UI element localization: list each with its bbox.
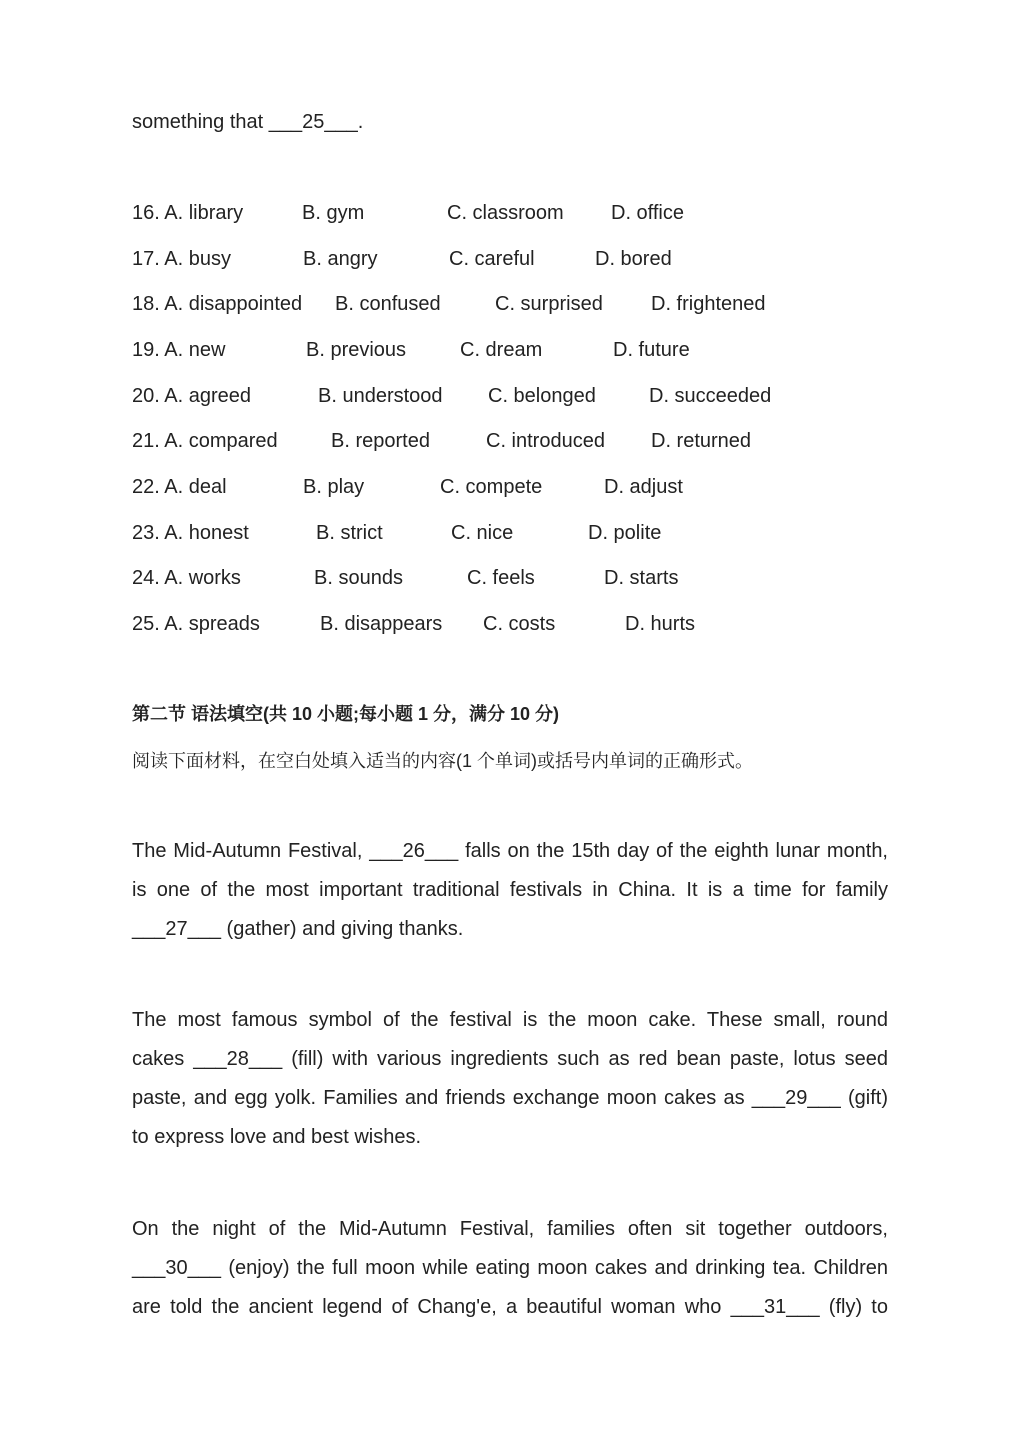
option-c: C. classroom — [447, 202, 564, 224]
option-d: D. starts — [604, 567, 679, 589]
paragraph-line: is one of the most important traditional festivals in China. It is a time for family — [132, 879, 888, 901]
option-a: 25. A. spreads — [132, 613, 260, 635]
option-b: B. gym — [302, 202, 365, 224]
question-18 — [132, 292, 832, 316]
option-a: 16. A. library — [132, 202, 244, 224]
option-c: C. surprised — [495, 293, 603, 315]
paragraph-2 — [132, 1001, 888, 1157]
paragraph-line: cakes ___28___ (fill) with various ingredients such as red bean paste, lotus seed — [132, 1048, 888, 1070]
option-b: B. disappears — [320, 613, 443, 635]
intro-line: something that ___25___. — [132, 111, 364, 133]
paragraph-line: ___30___ (enjoy) the full moon while eating moon cakes and drinking tea. Children — [132, 1257, 888, 1279]
paragraph-line: The most famous symbol of the festival is the moon cake. These small, round — [132, 1009, 888, 1031]
paragraph-line: are told the ancient legend of Chang'e, a beautiful woman who ___31___ (fly) to — [132, 1296, 888, 1318]
question-22 — [132, 475, 832, 499]
option-c: C. nice — [451, 522, 514, 544]
option-d: D. succeeded — [649, 385, 772, 407]
option-a: 18. A. disappointed — [132, 293, 303, 315]
question-16 — [132, 201, 832, 225]
option-d: D. polite — [588, 522, 662, 544]
option-c: C. compete — [440, 476, 543, 498]
option-c: C. careful — [449, 248, 535, 270]
option-a: 19. A. new — [132, 339, 226, 361]
option-b: B. strict — [316, 522, 383, 544]
option-d: D. future — [613, 339, 690, 361]
option-c: C. feels — [467, 567, 535, 589]
paragraph-1 — [132, 832, 888, 949]
paragraph-3 — [132, 1210, 888, 1327]
option-a: 22. A. deal — [132, 476, 227, 498]
question-23 — [132, 521, 832, 545]
question-25 — [132, 612, 832, 636]
paragraph-line: The Mid-Autumn Festival, ___26___ falls on the 15th day of the eighth lunar month, — [132, 840, 888, 862]
paragraph-line: ___27___ (gather) and giving thanks. — [132, 918, 464, 940]
paragraph-line: On the night of the Mid-Autumn Festival, families often sit together outdoors, — [132, 1218, 888, 1240]
question-17 — [132, 247, 832, 271]
option-c: C. introduced — [486, 430, 605, 452]
question-19 — [132, 338, 832, 362]
option-a: 21. A. compared — [132, 430, 278, 452]
option-b: B. play — [303, 476, 365, 498]
option-a: 23. A. honest — [132, 522, 249, 544]
section-instruction: 阅读下面材料，在空白处填入适当的内容(1 个单词)或括号内单词的正确形式。 — [132, 751, 753, 771]
option-b: B. confused — [335, 293, 441, 315]
option-d: D. frightened — [651, 293, 766, 315]
option-d: D. adjust — [604, 476, 683, 498]
option-b: B. understood — [318, 385, 443, 407]
option-a: 20. A. agreed — [132, 385, 251, 407]
section-heading: 第二节 语法填空(共 10 小题;每小题 1 分，满分 10 分) — [132, 704, 560, 724]
option-b: B. angry — [303, 248, 378, 270]
option-d: D. returned — [651, 430, 752, 452]
paragraph-line: paste, and egg yolk. Families and friends exchange moon cakes as ___29___ (gift) — [132, 1087, 888, 1109]
option-a: 17. A. busy — [132, 248, 231, 270]
option-b: B. previous — [306, 339, 407, 361]
option-c: C. costs — [483, 613, 556, 635]
option-d: D. office — [611, 202, 684, 224]
question-24 — [132, 566, 832, 590]
option-b: B. sounds — [314, 567, 403, 589]
question-21 — [132, 429, 832, 453]
paragraph-line: to express love and best wishes. — [132, 1126, 422, 1148]
option-d: D. hurts — [625, 613, 696, 635]
option-d: D. bored — [595, 248, 672, 270]
question-20 — [132, 384, 832, 408]
option-c: C. dream — [460, 339, 543, 361]
option-b: B. reported — [331, 430, 430, 452]
option-a: 24. A. works — [132, 567, 241, 589]
option-c: C. belonged — [488, 385, 596, 407]
